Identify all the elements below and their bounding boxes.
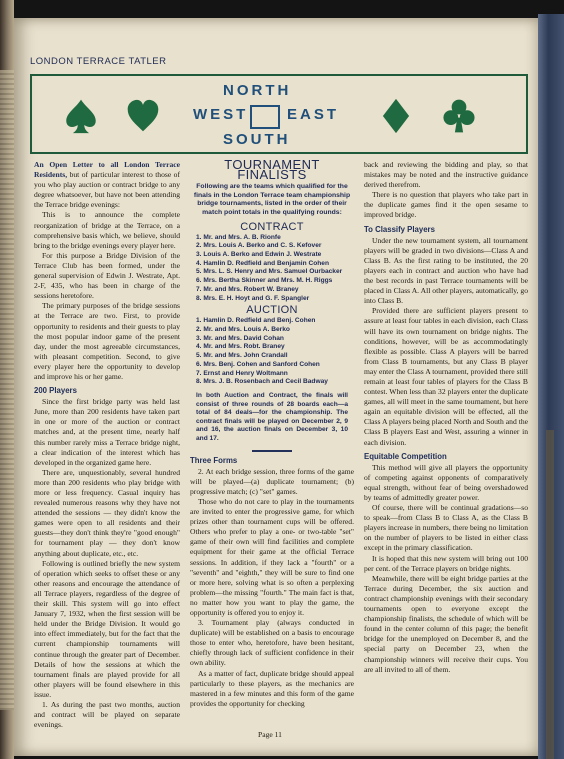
letter-lead: An Open Letter to all London Terrace Residents, — [34, 160, 180, 180]
list-item: 8. Mrs. E. H. Hoyt and G. F. Spangler — [196, 294, 310, 302]
list-item: 1. Mr. and Mrs. A. B. Rionfe — [196, 233, 281, 241]
paragraph: As a matter of fact, duplicate bridge should appeal particularly to these players, as the mechanics are mastered in a few minutes and this form of the game provides the opportunity for checking — [190, 668, 354, 708]
club-icon — [442, 98, 476, 134]
subhead-classify-players: To Classify Players — [364, 224, 435, 234]
auction-heading: AUCTION — [246, 304, 298, 317]
subhead-200-players: 200 Players — [34, 386, 77, 396]
north-label: NORTH — [223, 82, 292, 99]
paragraph: Under the new tournament system, all tournament players will be graded in two divisions—Class A and Class B. As the first rating to be instituted, the 20 players each in contract and auction who have had the best records in past Terrace tournaments will be placed in Class A. All other players, automatically, go into Class B. — [364, 235, 528, 306]
column-classify-players — [364, 160, 528, 675]
paragraph: This method will give all players the opportunity of competing against opponents of comparatively equal strength, without fear of being overshadowed by teams of admittedly greater power. — [364, 462, 528, 502]
paragraph: back and reviewing the bidding and play, so that mistakes may be noted and the instructive guidance derived therefrom. — [364, 160, 528, 190]
letter-lead-rest: but of particular interest to those of you who play auction or contract bridge to any degree whatsoever, but have not been attending the Terrace bridge evenings: — [34, 170, 180, 210]
list-item: 4. Hamlin D. Redfield and Benjamin Cohen — [196, 259, 329, 267]
column-open-letter — [34, 160, 180, 730]
subhead-three-forms: Three Forms — [190, 455, 238, 465]
letter-intro — [34, 160, 180, 210]
paragraph: 1. As during the past two months, auction and contract will be played on separate evenings. — [34, 699, 180, 730]
article-title: TOURNAMENT FINALISTS — [224, 157, 320, 183]
spade-icon — [64, 98, 98, 134]
running-head: LONDON TERRACE TATLER — [30, 56, 167, 67]
paragraph: Of course, there will be continual gradations—so to speak—from Class B to Class A, as the Class B players increase in numbers, there being no limitation on the number of players to be listed in either class except in the primary classification. — [364, 503, 528, 553]
diamond-icon — [379, 98, 413, 134]
subhead-equitable-competition: Equitable Competition — [364, 451, 447, 461]
paragraph: This is to announce the complete reorganization of bridge at the Terrace, on a comprehensive basis which, we believe, should bring to the bridge evenings every player here. — [34, 210, 180, 250]
list-item: 6. Mrs. Bertha Skinner and Mrs. M. H. Riggs — [196, 277, 333, 285]
list-item: 5. Mr. and Mrs. John Crandall — [196, 352, 288, 360]
east-label: EAST — [287, 106, 340, 123]
list-item: 2. Mr. and Mrs. Louis A. Berko — [196, 326, 290, 334]
paragraph: There are, unquestionably, several hundred more than 200 residents who play bridge with more or less frequency. Casual inquiry has revealed numerous reasons why they have not attended the sessions — they didn't know the games were open to all residents and their guests—they don't think they're "good enough" for tournament play — they don't know anything about duplicate, etc., etc. — [34, 467, 180, 558]
west-label: WEST — [193, 106, 249, 123]
paragraph: It is hoped that this new system will bring out 100 per cent. of the Terrace players on bridge nights. — [364, 553, 528, 573]
finalists-intro: Following are the teams which qualified for the finals in the London Terrace team championship bridge tournaments, listed in the order of their match point totals in the qualifying rounds: — [193, 183, 351, 216]
list-item: 2. Mrs. Louis A. Berko and C. S. Kefover — [196, 242, 322, 250]
list-item: 5. Mrs. L. S. Henry and Mrs. Samuel Ourbacker — [196, 268, 343, 276]
paragraph: For this purpose a Bridge Division of the Terrace Club has been formed, under the general supervision of Edwin J. Westrate, Apt. 2-F, 435, who has been in charge of the sessions heretofore. — [34, 250, 180, 301]
facing-page-strip — [0, 70, 14, 710]
paragraph: Since the first bridge party was held last June, more than 200 residents have taken part in one or more of the auction or contract matches and, at the present time, nearly half this number rarely miss a Terrace bridge night, a clear indication of the interest which has developed in the organized game here. — [34, 397, 180, 467]
paragraph: Those who do not care to play in the tournaments are invited to enter the progressive game, for which prizes other than tournament cups will be offered. Others who prefer to play a one- or two-table "set" game of their own will find facilities and complete equipment for their game at the official Terrace sessions. In addition, if they lack a "fourth" or a "seventh" and "eighth," they will be sure to find one or more here, solving what is so often a perplexing problem—the missing "fourth." The main fact is that, no matter how you want to play the game, the opportunity is offered you to enjoy it. — [190, 496, 354, 617]
list-item: 3. Louis A. Berko and Edwin J. Westrate — [196, 251, 322, 259]
finals-note: In both Auction and Contract, the finals will consist of three rounds of 28 boards each—a total of 84 deals—for the championship. The contract finals will be played on December 2, 9 and 16, the auction finals on December 3, 10 and 17. — [196, 392, 348, 442]
heart-icon — [126, 98, 160, 134]
table-square — [250, 105, 280, 129]
bridge-banner — [30, 74, 528, 154]
list-item: 1. Hamlin D. Redfield and Benj. Cohen — [196, 317, 316, 325]
list-item: 8. Mrs. J. B. Rosenbach and Cecil Badway — [196, 378, 328, 386]
list-item: 7. Ernst and Henry Woltmann — [196, 369, 288, 377]
paragraph: There is no question that players who take part in the duplicate games find it the open sesame to improved bridge. — [364, 190, 528, 220]
paragraph: The primary purposes of the bridge sessions at the Terrace are two. First, to provide opportunity to residents and their guests to play the most popular indoor game of the present day, under the most agreeable circumstances, with pleasant competition. Second, to give every player here the opportunity to develop and improve his or her game. — [34, 301, 180, 381]
south-label: SOUTH — [223, 131, 291, 148]
contract-team-list — [190, 234, 354, 304]
list-item: 4. Mr. and Mrs. Robt. Braney — [196, 343, 285, 351]
auction-team-list — [190, 317, 354, 387]
list-item: 7. Mr. and Mrs. Robert W. Braney — [196, 285, 299, 293]
page-number: Page 11 — [258, 730, 282, 739]
column-tournament-finalists — [190, 157, 354, 709]
divider — [252, 450, 292, 452]
contract-heading: CONTRACT — [240, 220, 304, 233]
list-item: 3. Mr. and Mrs. David Cohan — [196, 334, 284, 342]
list-item: 6. Mrs. Benj. Cohen and Sanford Cohen — [196, 360, 320, 368]
paragraph: Meanwhile, there will be eight bridge parties at the Terrace during December, the six auction and contract championship evenings with their secondary tournaments open to everyone except the championship finalists, the schedule of which will be found in the center column of this page; the benefit bridge for the unemployed on December 8, and the special party on December 23, when the championship winners will receive their cups. You are all invited to all of them. — [364, 573, 528, 674]
paragraph: Following is outlined briefly the new system of operation which seeks to offset these or any other reasons and encourage the attendance of all Terrace players, regardless of the degree of their skill. This system will go into effect January 7, 1932, when the first session will be held under the Bridge Division. It would go into effect immediately, but for the fact that the current championship tournaments will continue through the greater part of December. Details of how the sessions at which the tournament finals are played provide for all other players will be found elsewhere in this issue. — [34, 558, 180, 699]
paragraph: 3. Tournament play (always conducted in duplicate) will be established on a basis to encourage those to enter who, heretofore, have been hesitant, chiefly through lack of sufficient confidence in their own ability. — [190, 618, 354, 668]
binding-edge — [546, 430, 554, 759]
paragraph: 2. At each bridge session, three forms of the game will be played—(a) duplicate tournament; (b) progressive match; (c) "set" games. — [190, 466, 354, 496]
paragraph: Provided there are sufficient players present to assure at least four tables in each division, each Class will have its own tournament on bridge nights. The conditions, however, will be as accommodatingly flexible as possible. Class A players will be barred from Class B tournaments, but any Class B player may enter the Class A tournament, provided there still remain at least four tables of players for the Class B contest. When less than 32 players enter the duplicate games, all will meet in the same tournament, but here again an equitable division will be effected, all the Class A players being placed North and South and the Class B players East and West, assuring a winner in each division. — [364, 306, 528, 447]
